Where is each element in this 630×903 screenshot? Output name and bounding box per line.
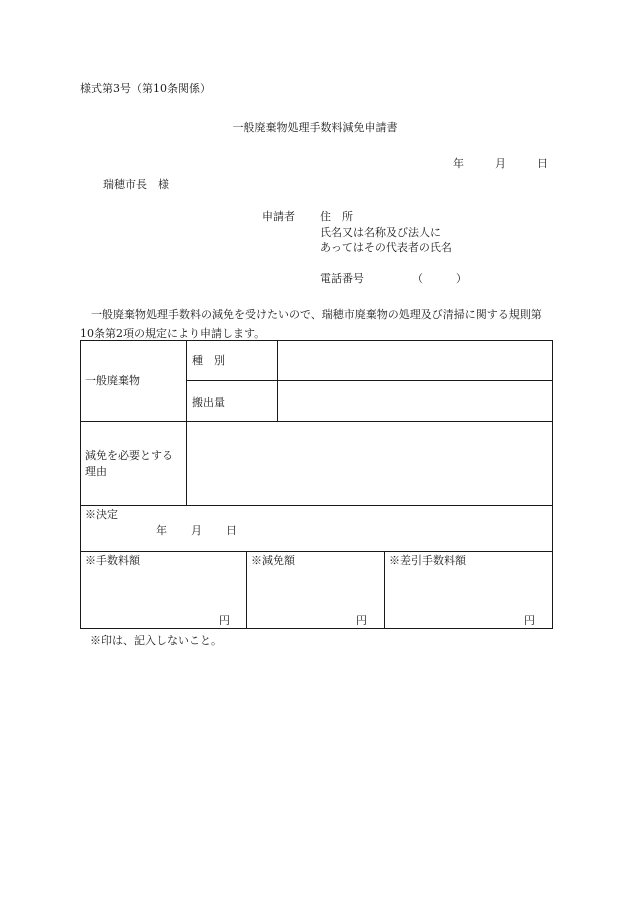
decision-month: 月 — [191, 524, 202, 537]
type-label: 種 別 — [192, 354, 225, 367]
phone-label: 電話番号 — [320, 272, 364, 285]
fee-yen: 円 — [219, 614, 230, 627]
reason-label: 減免を必要とする理由 — [85, 449, 173, 478]
decision-day: 日 — [226, 524, 237, 537]
address-label: 住 所 — [320, 210, 353, 223]
applicant-label: 申請者 — [262, 210, 295, 223]
decision-year: 年 — [156, 524, 167, 537]
footnote: ※印は、記入しないこと。 — [90, 634, 222, 647]
application-table — [80, 340, 553, 629]
phone-parens: （ ） — [412, 272, 467, 285]
name-label-line1: 氏名又は名称及び法人に — [320, 226, 441, 239]
waste-label: 一般廃棄物 — [85, 374, 140, 387]
date-day: 日 — [537, 157, 548, 170]
date-year: 年 — [453, 157, 464, 170]
name-label-line2: あってはその代表者の氏名 — [320, 241, 452, 254]
net-fee-yen: 円 — [524, 614, 535, 627]
decision-label: ※決定 — [85, 508, 118, 521]
form-number: 様式第3号（第10条関係） — [80, 82, 211, 95]
application-date — [453, 157, 548, 170]
application-statement: 一般廃棄物処理手数料の減免を受けたいので、瑞穂市廃棄物の処理及び清掃に関する規則第10条第2項の規定により申請します。 — [80, 308, 542, 340]
amount-label: 搬出量 — [192, 396, 225, 409]
exemption-yen: 円 — [356, 614, 367, 627]
fee-label: ※手数料額 — [85, 554, 140, 567]
net-fee-label: ※差引手数料額 — [389, 554, 466, 567]
exemption-label: ※減免額 — [251, 554, 295, 567]
addressee: 瑞穂市長 様 — [103, 178, 169, 191]
date-month: 月 — [495, 157, 506, 170]
form-title: 一般廃棄物処理手数料減免申請書 — [232, 121, 398, 134]
